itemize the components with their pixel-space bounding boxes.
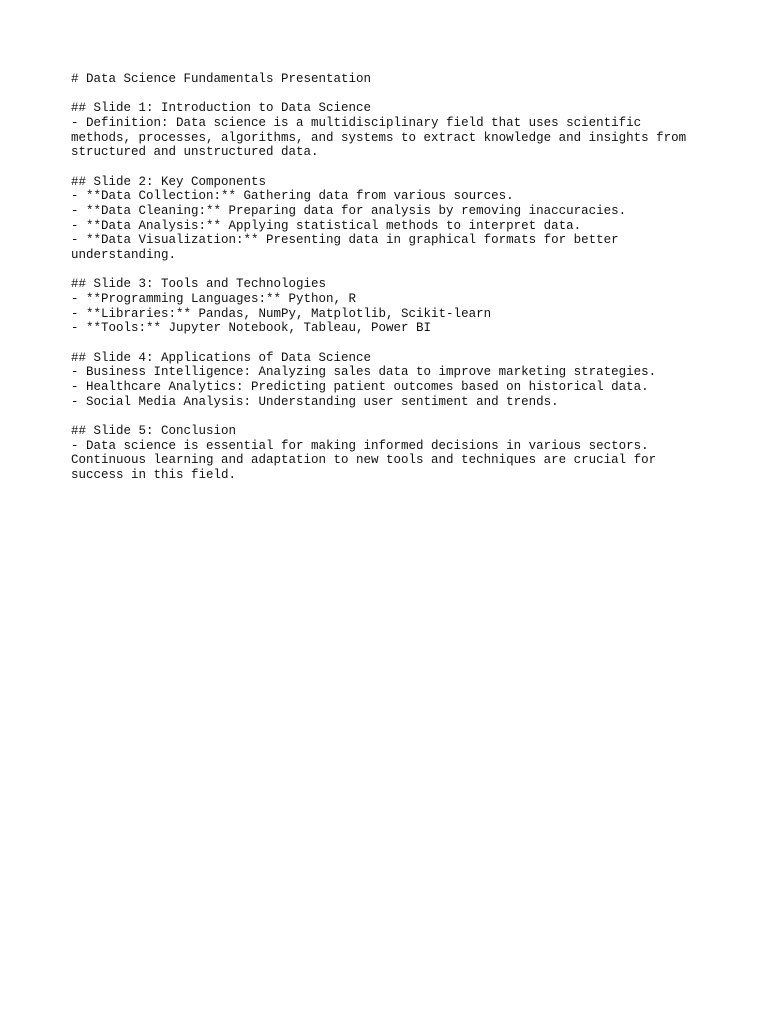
slide-3-line: - **Tools:** Jupyter Notebook, Tableau, Power BI [71, 321, 432, 336]
spacer [71, 263, 731, 278]
slide-5-line: success in this field. [71, 468, 237, 483]
slide-2-line: - **Data Analysis:** Applying statistical methods to interpret data. [71, 218, 582, 233]
slide-5-line: - Data science is essential for making informed decisions in various sectors. [71, 438, 649, 453]
slide-4-line: - Healthcare Analytics: Predicting patient outcomes based on historical data. [71, 380, 649, 395]
slide-3-heading: ## Slide 3: Tools and Technologies [71, 277, 327, 292]
slide-1-line: - Definition: Data science is a multidisciplinary field that uses scientific [71, 115, 642, 130]
slide-3-line: - **Programming Languages:** Python, R [71, 292, 357, 307]
slide-2-line: - **Data Visualization:** Presenting data in graphical formats for better [71, 233, 619, 248]
slide-2-line: - **Data Collection:** Gathering data from various sources. [71, 189, 514, 204]
spacer [71, 87, 731, 102]
slide-1-line: methods, processes, algorithms, and systems to extract knowledge and insights from [71, 130, 687, 145]
slide-1-heading: ## Slide 1: Introduction to Data Science [71, 101, 372, 116]
spacer [71, 336, 731, 351]
slide-5-heading: ## Slide 5: Conclusion [71, 424, 237, 439]
slide-2-line: understanding. [71, 248, 177, 263]
slide-4-line: - Social Media Analysis: Understanding user sentiment and trends. [71, 394, 559, 409]
slide-4-line: - Business Intelligence: Analyzing sales data to improve marketing strategies. [71, 365, 657, 380]
slide-3-line: - **Libraries:** Pandas, NumPy, Matplotlib, Scikit-learn [71, 306, 492, 321]
slide-1-line: structured and unstructured data. [71, 145, 319, 160]
slide-2-line: - **Data Cleaning:** Preparing data for analysis by removing inaccuracies. [71, 204, 627, 218]
document-title: # Data Science Fundamentals Presentation [71, 72, 372, 86]
slide-2-heading: ## Slide 2: Key Components [71, 174, 267, 189]
document-body [71, 72, 731, 483]
spacer [71, 409, 731, 424]
slide-5-line: Continuous learning and adaptation to new tools and techniques are crucial for [71, 453, 657, 468]
spacer [71, 160, 731, 175]
slide-4-heading: ## Slide 4: Applications of Data Science [71, 350, 372, 365]
